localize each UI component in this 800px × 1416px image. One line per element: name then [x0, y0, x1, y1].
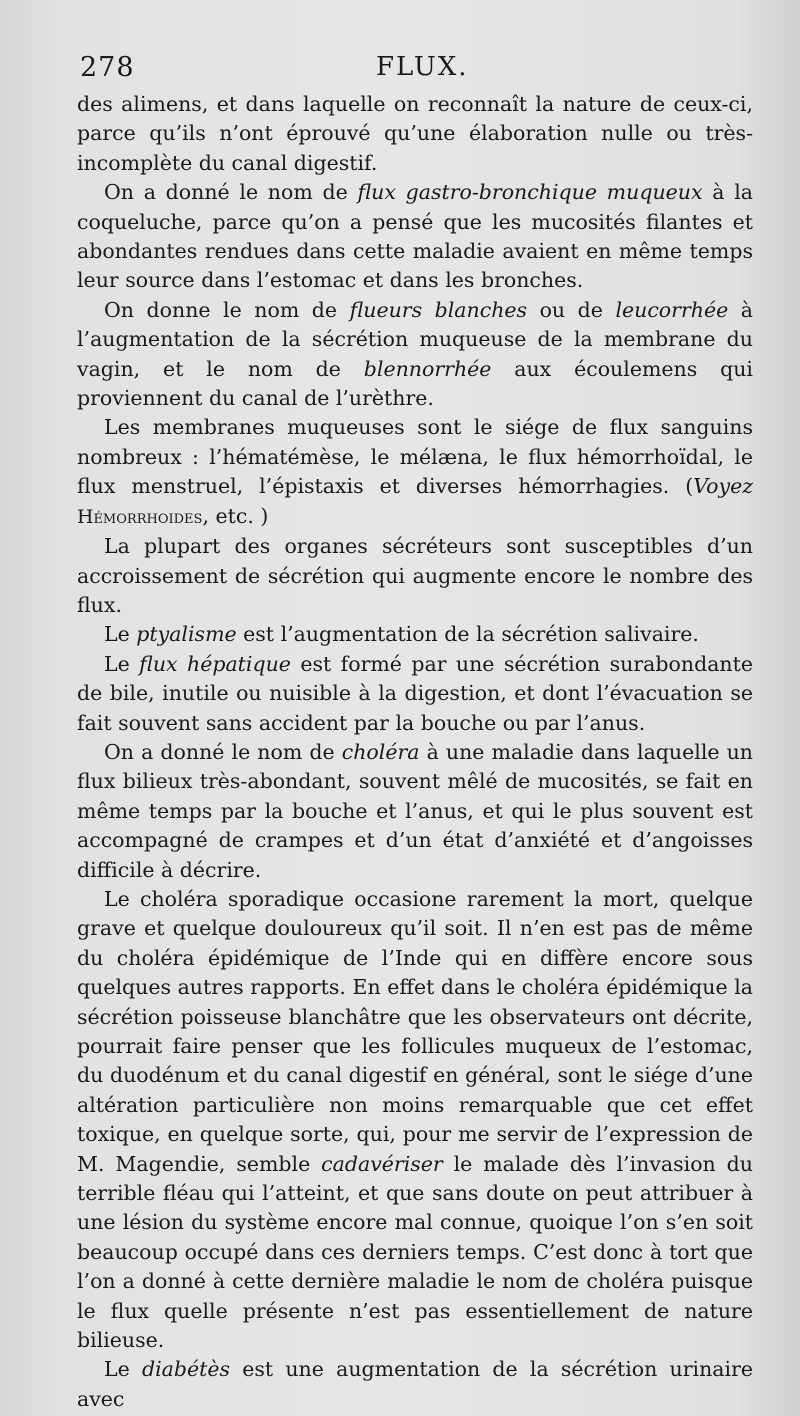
text-run: à la coqueluche, parce qu’on a pensé que les mucosités filantes et abondantes rendues dans cette maladie avaient en même temps leur source dans l’estomac et dans les bronches. [77, 180, 753, 293]
text-run: Le [104, 1357, 142, 1382]
italic-term: blennorrhée [363, 356, 492, 381]
paragraph-text: des alimens, et dans laquelle on reconnaît la nature de ceux-ci, parce qu’ils n’ont éprouvé qu’une élaboration nulle ou très-incomplète du canal digestif. [77, 92, 753, 175]
paragraph-text: La plupart des organes sécréteurs sont susceptibles d’un accroissement de sécrétion qui augmente encore le nombre des flux. [77, 534, 753, 617]
italic-term: leucorrhée [615, 297, 729, 322]
text-run: Le choléra sporadique occasione rarement la mort, quelque grave et quelque douloureux qu’il soit. Il n’en est pas de même du choléra épidémique de l’Inde qui en diffère encore sous quelques autres rapports. En effet dans le choléra épidémique la sécrétion poisseuse blanchâtre que les observateurs ont décrite, pourrait faire penser que les follicules muqueux de l’estomac, du duodénum et du canal digestif en général, sont le siége d’une altération particulière non moins remarquable que cet effet toxique, en quelque sorte, qui, pour me servir de l’expression de M. Magendie, semble [77, 886, 753, 1176]
italic-term: flux hépatique [139, 651, 291, 676]
paragraph [77, 413, 753, 532]
text-run: est une augmentation de la sécrétion urinaire avec [77, 1357, 753, 1411]
text-run: On donne le nom de [104, 297, 350, 322]
body-text [77, 90, 753, 1414]
paragraph [77, 296, 753, 414]
paragraph [77, 1355, 753, 1414]
text-run: à une maladie dans laquelle un flux bilieux très-abondant, souvent mêlé de mucosités, se fait en même temps par la bouche et l’anus, et qui le plus souvent est accompagné de crampes et d’un état d’anxiété et d’angoisses difficile à décrire. [77, 739, 754, 882]
text-run: est l’augmentation de la sécrétion salivaire. [236, 622, 699, 647]
italic-term: choléra [341, 739, 420, 764]
text-run: ou de [527, 297, 616, 322]
cross-reference: Hémorrhoides [77, 505, 203, 528]
paragraph [77, 650, 753, 738]
text-run: On a donné le nom de [104, 180, 358, 205]
text-run: Le [104, 622, 137, 647]
italic-term: ptyalisme [136, 622, 237, 647]
text-run: Les membranes muqueuses sont le siége de flux sanguins nombreux : l’hématémèse, le mélæna, le flux hémorrhoïdal, le flux menstruel, l’épistaxis et diverses hémorrhagies. ( [77, 415, 753, 499]
text-run: Le [104, 651, 140, 676]
page-number: 278 [80, 52, 135, 83]
text-run: le malade dès l’invasion du terrible fléau qui l’atteint, et que sans doute on peut attribuer à une lésion du système encore mal connue, quoique l’on s’en soit beaucoup occupé dans ces derniers temps. C’est donc à tort que l’on a donné à cette dernière maladie le nom de choléra puisque le flux quelle présente n’est pas essentiellement de nature bilieuse. [77, 1151, 753, 1353]
text-run: aux écoulemens qui proviennent du canal de l’urèthre. [77, 356, 753, 411]
italic-term: cadavériser [321, 1151, 443, 1176]
paragraph [77, 532, 753, 620]
text-run: , etc. ) [202, 503, 269, 528]
page-header [80, 52, 760, 92]
paragraph [77, 885, 753, 1356]
paragraph [77, 738, 753, 885]
running-title: FLUX. [376, 52, 469, 82]
paragraph-continuation [77, 90, 753, 178]
text-run: est formé par une sécrétion surabondante de bile, inutile ou nuisible à la digestion, et dont l’évacuation se fait souvent sans accident par la bouche ou par l’anus. [77, 651, 753, 735]
italic-term: Voyez [693, 474, 753, 499]
italic-term: flueurs blanches [349, 297, 528, 322]
text-run: On a donné le nom de [104, 739, 342, 764]
text-run: à l’augmentation de la sécrétion muqueuse de la membrane du vagin, et le nom de [77, 297, 753, 381]
italic-term: diabétès [141, 1357, 231, 1382]
paragraph [77, 178, 753, 296]
italic-term: flux gastro-bronchique muqueux [357, 180, 703, 205]
paragraph [77, 620, 753, 649]
